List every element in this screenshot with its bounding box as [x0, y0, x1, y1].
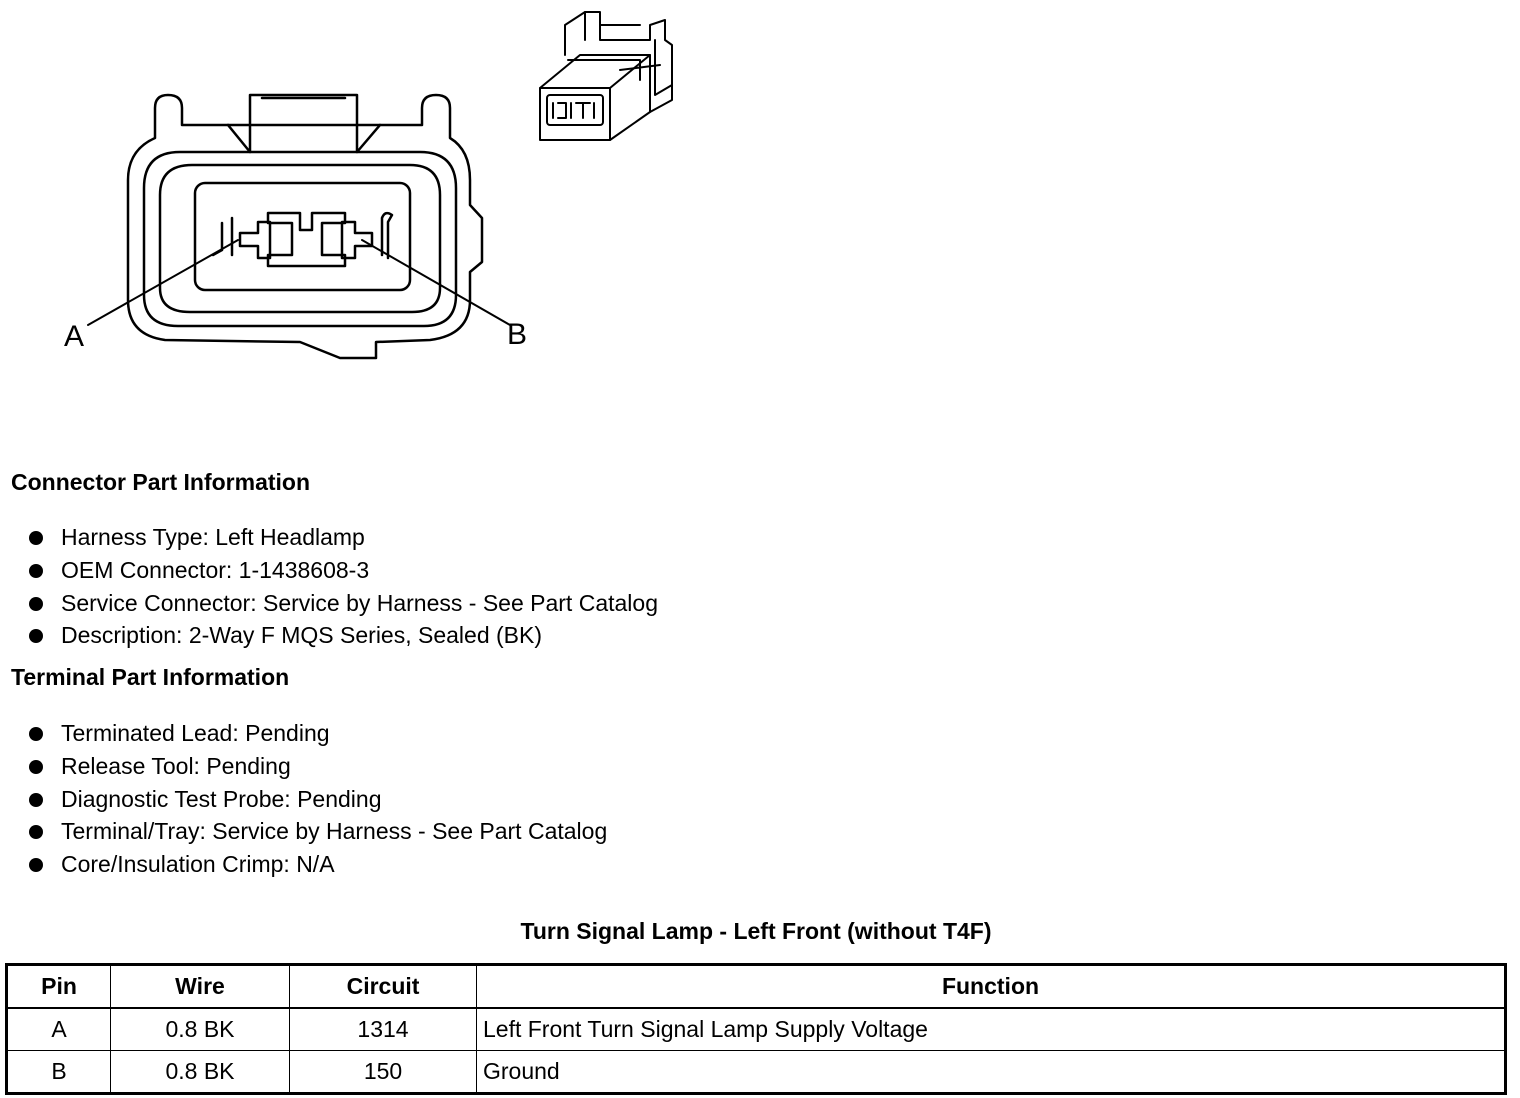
pin-table	[5, 963, 1507, 1095]
table-header-row	[7, 965, 1506, 1009]
pin-table-title: Turn Signal Lamp - Left Front (without T4F)	[520, 918, 992, 944]
list-item-text: Description: 2-Way F MQS Series, Sealed (BK)	[61, 622, 543, 649]
cell-function: Left Front Turn Signal Lamp Supply Voltage	[477, 1008, 1506, 1051]
cell-pin: B	[7, 1051, 111, 1094]
list-item	[0, 751, 607, 784]
list-item	[0, 620, 658, 653]
header-circuit: Circuit	[290, 965, 477, 1009]
list-item-text: Service Connector: Service by Harness - See Part Catalog	[61, 589, 658, 616]
connector-part-information-title: Connector Part Information	[11, 469, 311, 495]
header-wire: Wire	[111, 965, 290, 1009]
cell-circuit: 150	[290, 1051, 477, 1094]
list-item-text: Terminal/Tray: Service by Harness - See Part Catalog	[61, 818, 608, 845]
bullet-icon	[29, 564, 43, 578]
bullet-icon	[29, 760, 43, 774]
connector-isometric-view	[540, 12, 672, 140]
list-item-text: OEM Connector: 1-1438608-3	[61, 556, 370, 583]
list-item-text: Harness Type: Left Headlamp	[61, 524, 365, 550]
cell-circuit: 1314	[290, 1008, 477, 1051]
cell-wire: 0.8 BK	[111, 1008, 290, 1051]
list-item	[0, 718, 607, 751]
bullet-icon	[29, 629, 43, 643]
terminal-b-shape	[342, 213, 392, 258]
header-pin: Pin	[7, 965, 111, 1009]
bullet-icon	[29, 597, 43, 611]
list-item	[0, 555, 658, 588]
connector-cavity	[195, 183, 410, 290]
cell-pin: A	[7, 1008, 111, 1051]
pin-label-b: B	[507, 318, 528, 351]
bullet-icon	[29, 727, 43, 741]
terminal-part-information-title: Terminal Part Information	[11, 664, 290, 690]
list-item-text: Diagnostic Test Probe: Pending	[61, 785, 382, 812]
list-item	[0, 816, 607, 849]
bullet-icon	[29, 858, 43, 872]
bullet-icon	[29, 793, 43, 807]
connector-housing-outline	[128, 95, 482, 358]
table-row	[7, 1051, 1506, 1094]
list-item	[0, 522, 658, 555]
list-item-text: Terminated Lead: Pending	[61, 720, 330, 746]
terminal-a-shape	[213, 218, 270, 258]
list-item-text: Release Tool: Pending	[61, 752, 291, 779]
cell-function: Ground	[477, 1051, 1506, 1094]
connector-latch-chamfer-left	[228, 125, 250, 152]
center-key-shape	[268, 213, 345, 266]
bullet-icon	[29, 825, 43, 839]
list-item	[0, 849, 607, 882]
bullet-icon	[29, 531, 43, 545]
list-item-text: Core/Insulation Crimp: N/A	[61, 851, 335, 878]
terminal-part-information-list	[0, 718, 607, 882]
connector-latch-chamfer-right	[357, 125, 380, 152]
connector-part-information-list	[0, 522, 658, 653]
cell-wire: 0.8 BK	[111, 1051, 290, 1094]
pin-label-a: A	[64, 320, 85, 353]
table-row	[7, 1008, 1506, 1051]
connector-diagram	[0, 0, 700, 380]
list-item	[0, 784, 607, 817]
header-function: Function	[477, 965, 1506, 1009]
list-item	[0, 588, 658, 621]
